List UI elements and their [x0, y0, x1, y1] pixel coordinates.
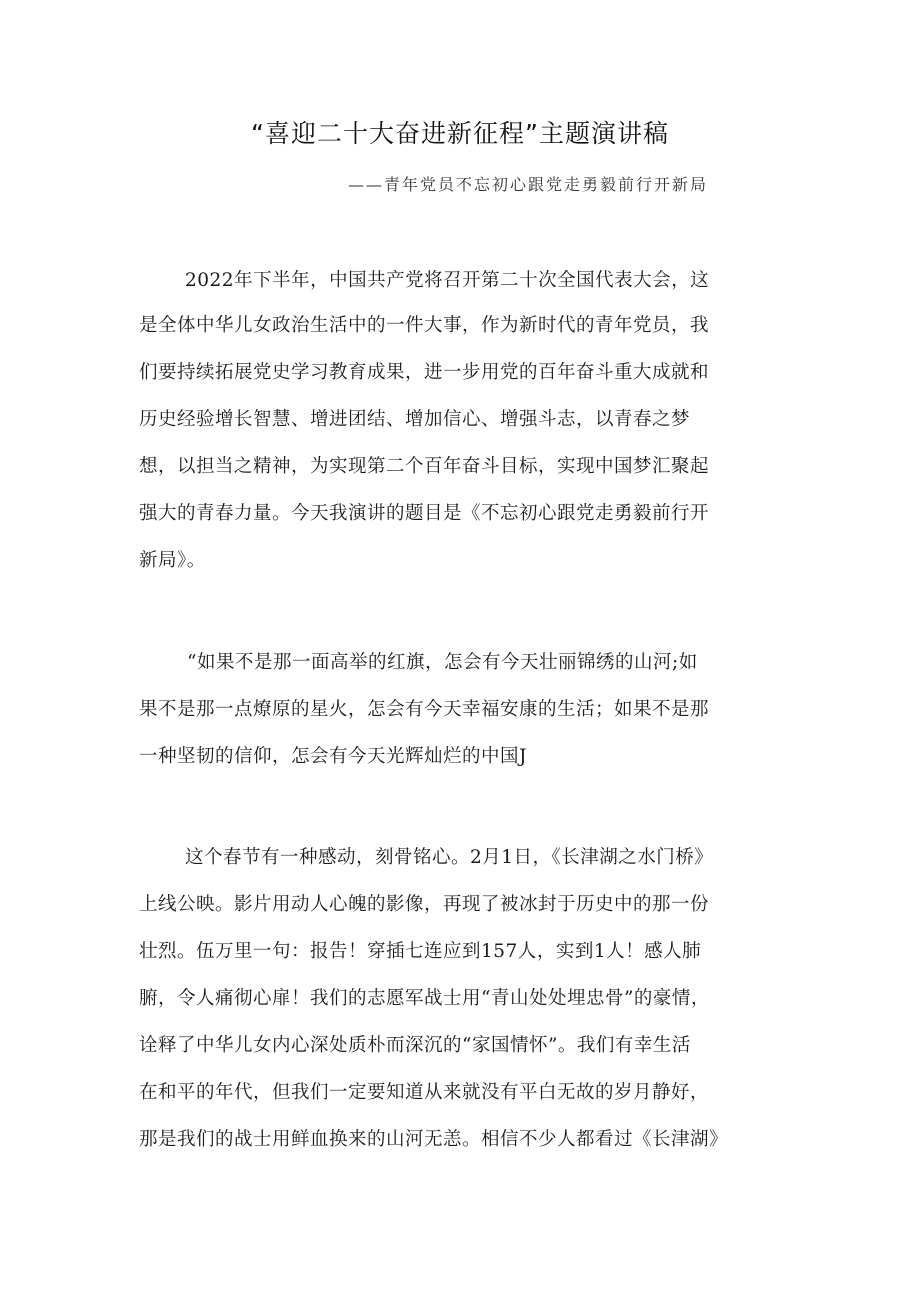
paragraph-line: 是全体中华儿女政治生活中的一件大事，作为新时代的青年党员，我 [139, 315, 710, 336]
paragraph-line: 壮烈。伍万里一句：报告！穿插七连应到157人，实到1人！感人肺 [139, 941, 702, 962]
paragraph-line: 2022年下半年，中国共产党将召开第二十次全国代表大会，这 [185, 270, 710, 291]
paragraph-line: 诠释了中华儿女内心深处质朴而深沉的“家国情怀”。我们有幸生活 [139, 1035, 691, 1056]
paragraph-line: 上线公映。影片用动人心魄的影像，再现了被冰封于历史中的那一份 [139, 894, 710, 915]
paragraph-line: 果不是那一点燎原的星火，怎会有今天幸福安康的生活；如果不是那 [139, 699, 710, 720]
paragraph-line: 想，以担当之精神，为实现第二个百年奋斗目标，实现中国梦汇聚起 [139, 456, 710, 477]
paragraph-line: 强大的青春力量。今天我演讲的题目是《不忘初心跟党走勇毅前行开 [139, 503, 710, 524]
paragraph-line: 们要持续拓展党史学习教育成果，进一步用党的百年奋斗重大成就和 [139, 362, 710, 383]
paragraph-line: 新局》。 [139, 550, 206, 571]
paragraph-line: 腑，令人痛彻心扉！我们的志愿军战士用“青山处处埋忠骨”的豪情， [139, 988, 710, 1009]
document-subtitle: ——青年党员不忘初心跟党走勇毅前行开新局 [347, 175, 708, 194]
paragraph-line: 一种坚韧的信仰，怎会有今天光辉灿烂的中国J [139, 746, 527, 767]
paragraph-line: 在和平的年代，但我们一定要知道从来就没有平白无故的岁月静好， [139, 1082, 710, 1103]
paragraph-line: 历史经验增长智慧、增进团结、增加信心、增强斗志，以青春之梦 [139, 409, 691, 430]
paragraph-line: “如果不是那一面高举的红旗，怎会有今天壮丽锦绣的山河;如 [187, 652, 698, 673]
paragraph-line: 这个春节有一种感动，刻骨铭心。2月1日，《长津湖之水门桥》 [185, 847, 714, 868]
paragraph-line: 那是我们的战士用鲜血换来的山河无恙。相信不少人都看过《长津湖》 [139, 1129, 729, 1150]
document-title: “喜迎二十大奋进新征程”主题演讲稿 [251, 119, 669, 148]
